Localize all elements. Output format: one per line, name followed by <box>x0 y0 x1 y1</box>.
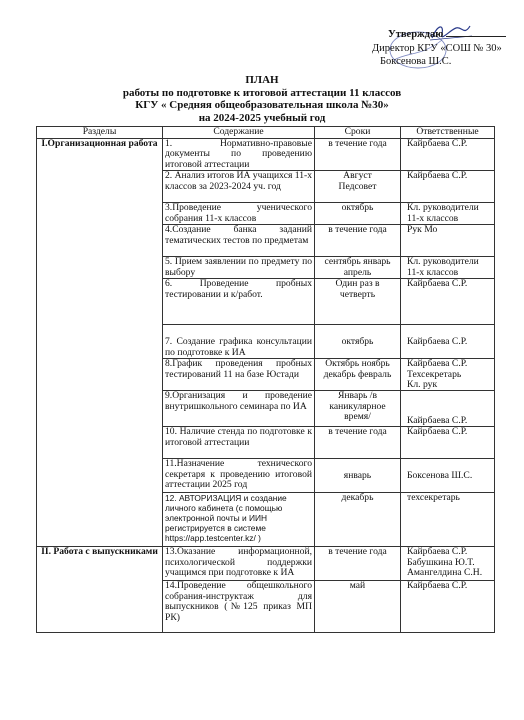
row-content: 7. Создание графика консультации по подготовке к ИА <box>163 325 315 359</box>
approval-label: Утверждаю <box>388 29 444 40</box>
plan-table <box>36 126 495 633</box>
approval-director: Директор КГУ «СОШ № 30» <box>372 42 502 54</box>
row-content: 5. Прием заявлении по предмету по выбору <box>163 257 315 279</box>
row-term <box>315 279 401 325</box>
resp-line: Боксенова Ш.С. <box>407 469 473 481</box>
resp-line: Кайрбаева С.Р. <box>407 426 468 438</box>
term-line: Август <box>343 170 372 182</box>
row-responsible <box>401 459 495 493</box>
term-line: в течение года <box>328 138 387 149</box>
table-header-row <box>37 127 495 139</box>
row-content: 8.График проведения пробных тестирований 11 на базе Юстади <box>163 359 315 391</box>
row-responsible <box>401 325 495 359</box>
row-term <box>315 359 401 391</box>
term-line: май <box>349 580 366 592</box>
term-line: сентябрь январь апрель <box>324 256 391 278</box>
row-term <box>315 581 401 633</box>
title-line-4: на 2024-2025 учебный год <box>198 111 326 124</box>
row-content: 14.Проведение общешкольного собрания-инструктаж для выпускников (№125 приказ МП РК) <box>163 581 315 633</box>
row-content: 10. Наличие стенда по подготовке к итоговой аттестации <box>163 427 315 459</box>
row-responsible <box>401 359 495 391</box>
row-content: 12. АВТОРИЗАЦИЯ и создание личного кабинета (с помощью электронной почты и ИИН регистрируется в системе https://app.testcenter.kz/ ) <box>163 493 315 547</box>
title-line-2: работы по подготовке к итоговой аттестации 11 классов <box>122 86 402 99</box>
term-line: Педсовет <box>338 180 377 192</box>
row-term <box>315 139 401 171</box>
table-row <box>37 139 495 171</box>
row-responsible <box>401 225 495 257</box>
row-term <box>315 391 401 427</box>
term-line: октябрь <box>341 202 374 214</box>
document-title <box>0 74 524 124</box>
resp-line: Кайрбаева С.Р. <box>407 415 468 427</box>
row-responsible <box>401 203 495 225</box>
term-line: январь <box>343 469 372 481</box>
row-term <box>315 427 401 459</box>
resp-line: Кайрбаева С.Р. <box>407 335 468 347</box>
row-content: 2. Анализ итогов ИА учащихся 11-х классов за 2023-2024 уч. год <box>163 171 315 203</box>
row-responsible <box>401 391 495 427</box>
resp-line: Кайрбаева С.Р. <box>407 358 468 370</box>
row-responsible <box>401 493 495 547</box>
signature-line <box>446 36 506 37</box>
row-term <box>315 459 401 493</box>
row-term <box>315 257 401 279</box>
resp-line: Кайрбаева С.Р. <box>407 278 468 290</box>
row-responsible <box>401 171 495 203</box>
row-responsible <box>401 427 495 459</box>
row-term <box>315 325 401 359</box>
approval-name: Боксенова Ш.С. <box>380 56 452 67</box>
resp-line: Кл. руководители 11-х классов <box>407 256 479 278</box>
approval-block <box>372 28 506 69</box>
row-term <box>315 203 401 225</box>
resp-line: Кайрбаева С.Р. <box>407 138 468 149</box>
term-line: Январь /в каникулярное время/ <box>329 390 386 423</box>
resp-line: Техсекретарь <box>407 368 462 380</box>
resp-line: Кайрбаева С.Р. <box>407 546 468 558</box>
row-content: 1. Нормативно-правовые документы по проведению итоговой аттестации <box>163 139 315 171</box>
title-line-3: КГУ « Средняя общеобразовательная школа №30» <box>135 99 389 111</box>
header-terms: Сроки <box>315 127 401 139</box>
header-sections: Разделы <box>37 127 163 139</box>
section-organizational: I.Организационная работа <box>37 139 163 547</box>
term-line: в течение года <box>328 426 387 438</box>
resp-line: Кайрбаева С.Р. <box>407 580 468 592</box>
resp-line: Кл. рук <box>407 379 438 391</box>
resp-line: Рук Мо <box>407 224 438 236</box>
term-line: в течение года <box>328 224 387 236</box>
row-content: 3.Проведение ученического собрания 11-х классов <box>163 203 315 225</box>
term-line: Октябрь ноябрь декабрь февраль <box>323 358 392 380</box>
header-content: Содержание <box>163 127 315 139</box>
title-line-1: ПЛАН <box>245 74 279 86</box>
row-content: 6. Проведение пробных тестировании и к/работ. <box>163 279 315 325</box>
row-content: 4.Создание банка заданий тематических тестов по предметам <box>163 225 315 257</box>
section-graduates: II. Работа с выпускниками <box>37 547 163 633</box>
resp-line: Кайрбаева С.Р. <box>407 170 468 182</box>
row-responsible <box>401 547 495 581</box>
term-line: декабрь <box>341 492 374 504</box>
row-responsible <box>401 581 495 633</box>
term-line: в течение года <box>328 546 387 558</box>
term-line: Один раз в четверть <box>335 278 380 300</box>
row-content: 11.Назначение технического секретаря к проведению итоговой аттестации 2025 год <box>163 459 315 493</box>
resp-line: техсекретарь <box>407 492 460 504</box>
resp-line: Амангелдина С.Н. <box>407 567 483 579</box>
row-term <box>315 225 401 257</box>
row-responsible <box>401 279 495 325</box>
table-row <box>37 547 495 581</box>
resp-line: Бабушкина Ю.Т. <box>407 556 475 568</box>
term-line: октябрь <box>341 335 374 347</box>
row-content: 9.Организация и проведение внутришкольного семинара по ИА <box>163 391 315 427</box>
row-responsible <box>401 139 495 171</box>
row-term <box>315 171 401 203</box>
row-term <box>315 493 401 547</box>
resp-line: Кл. руководители 11-х классов <box>407 202 479 224</box>
row-term <box>315 547 401 581</box>
row-responsible <box>401 257 495 279</box>
header-responsible: Ответственные <box>401 127 495 139</box>
row-content: 13.Оказание информационной, психологической поддержки учащимся при подготовке к ИА <box>163 547 315 581</box>
